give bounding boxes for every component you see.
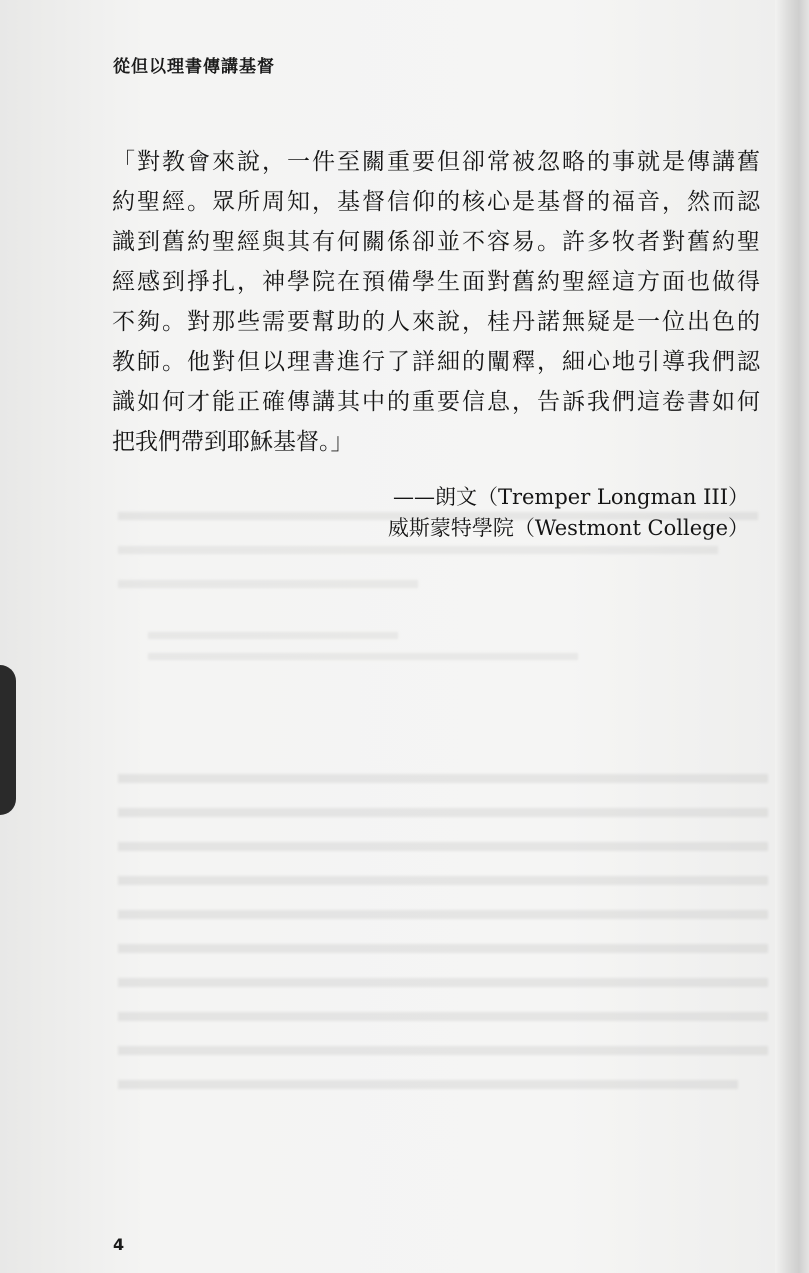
- quote-line: 教師。他對但以理書進行了詳細的闡釋，細心地引導我們認: [112, 349, 760, 375]
- attribution-author: ——朗文（Tremper Longman III）: [392, 485, 749, 509]
- finger-shadow: [0, 665, 16, 815]
- running-head: 從但以理書傳講基督: [113, 57, 275, 77]
- quote-line: 經感到掙扎，神學院在預備學生面對舊約聖經這方面也做得: [112, 269, 760, 295]
- quote-line: 識如何才能正確傳講其中的重要信息，告訴我們這卷書如何: [112, 389, 760, 415]
- endorsement-quote: [112, 142, 760, 462]
- quote-line: 不夠。對那些需要幫助的人來說，桂丹諾無疑是一位出色的: [112, 309, 760, 335]
- quote-line: 「對教會來說，一件至關重要但卻常被忽略的事就是傳講舊: [112, 149, 760, 175]
- quote-line: 把我們帶到耶穌基督。」: [112, 429, 354, 455]
- page-edge-shadow: [775, 0, 809, 1273]
- page-number: 4: [113, 1235, 125, 1254]
- quote-line: 識到舊約聖經與其有何關係卻並不容易。許多牧者對舊約聖: [112, 229, 760, 255]
- attribution-affiliation: 威斯蒙特學院（Westmont College）: [387, 516, 749, 540]
- quote-line: 約聖經。眾所周知，基督信仰的核心是基督的福音，然而認: [112, 189, 760, 215]
